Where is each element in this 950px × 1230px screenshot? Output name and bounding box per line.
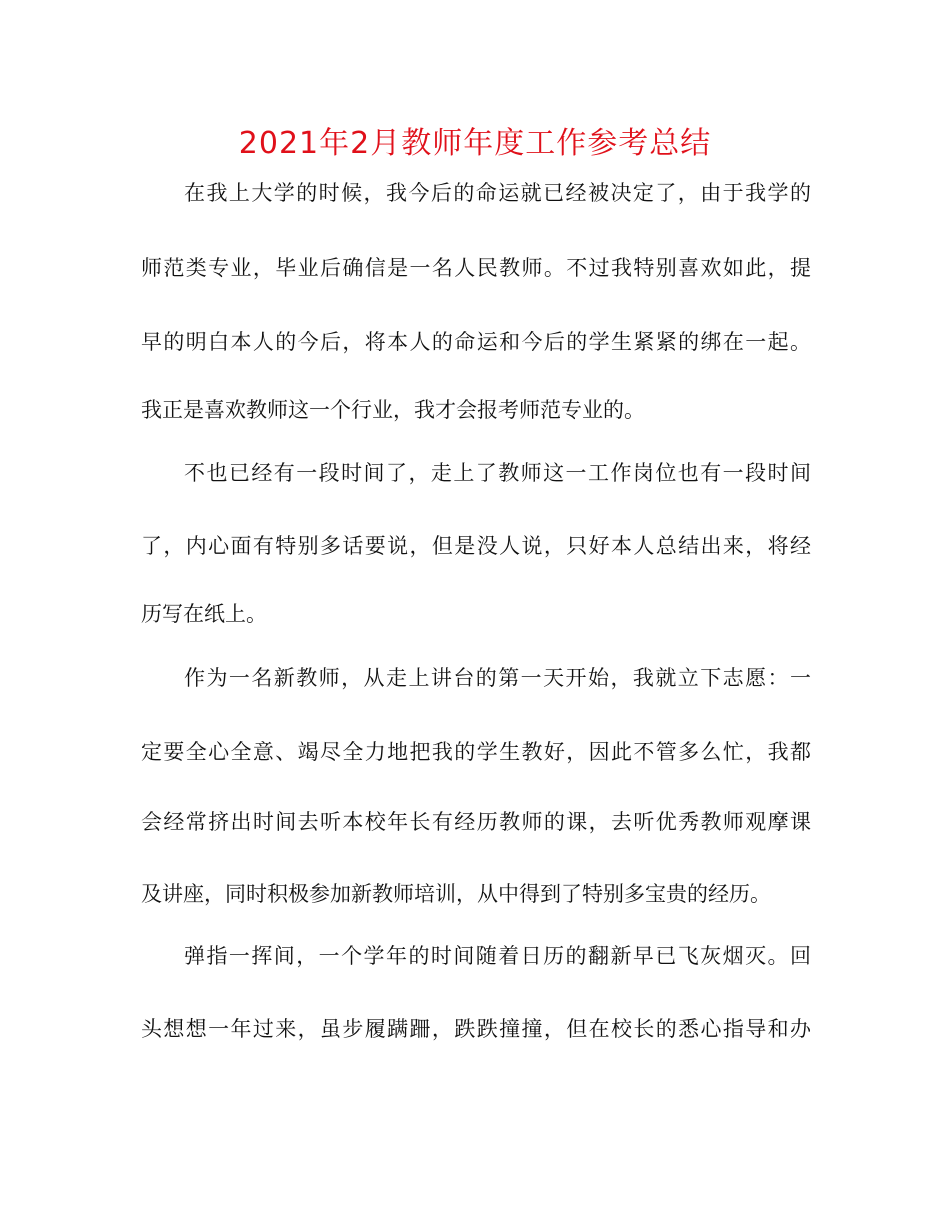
paragraph-line: 在我上大学的时候，我今后的命运就已经被决定了，由于我学的 [184,181,811,205]
paragraph-line: 弹指一挥间，一个学年的时间随着日历的翻新早已飞灰烟灭。回 [184,944,811,968]
paragraph-line: 不也已经有一段时间了，走上了教师这一工作岗位也有一段时间 [184,461,811,485]
paragraph-line: 及讲座，同时积极参加新教师培训，从中得到了特别多宝贵的经历。 [141,882,771,906]
paragraph-line: 师范类专业，毕业后确信是一名人民教师。不过我特别喜欢如此，提 [141,256,811,280]
paragraph-line: 会经常挤出时间去听本校年长有经历教师的课，去听优秀教师观摩课 [141,810,811,834]
paragraph-line: 作为一名新教师，从走上讲台的第一天开始，我就立下志愿：一 [184,666,811,690]
document-title: 2021年2月教师年度工作参考总结 [238,126,712,161]
paragraph-line: 定要全心全意、竭尽全力地把我的学生教好，因此不管多么忙，我都 [141,740,811,764]
paragraph-line: 历写在纸上。 [141,602,267,626]
paragraph-line: 头想想一年过来，虽步履蹒跚，跌跌撞撞，但在校长的悉心指导和办 [141,1017,811,1041]
paragraph-line: 我正是喜欢教师这一个行业，我才会报考师范专业的。 [141,398,645,422]
paragraph-line: 了，内心面有特别多话要说，但是没人说，只好本人总结出来，将经 [141,534,811,558]
paragraph-line: 早的明白本人的今后，将本人的命运和今后的学生紧紧的绑在一起。 [141,330,811,354]
